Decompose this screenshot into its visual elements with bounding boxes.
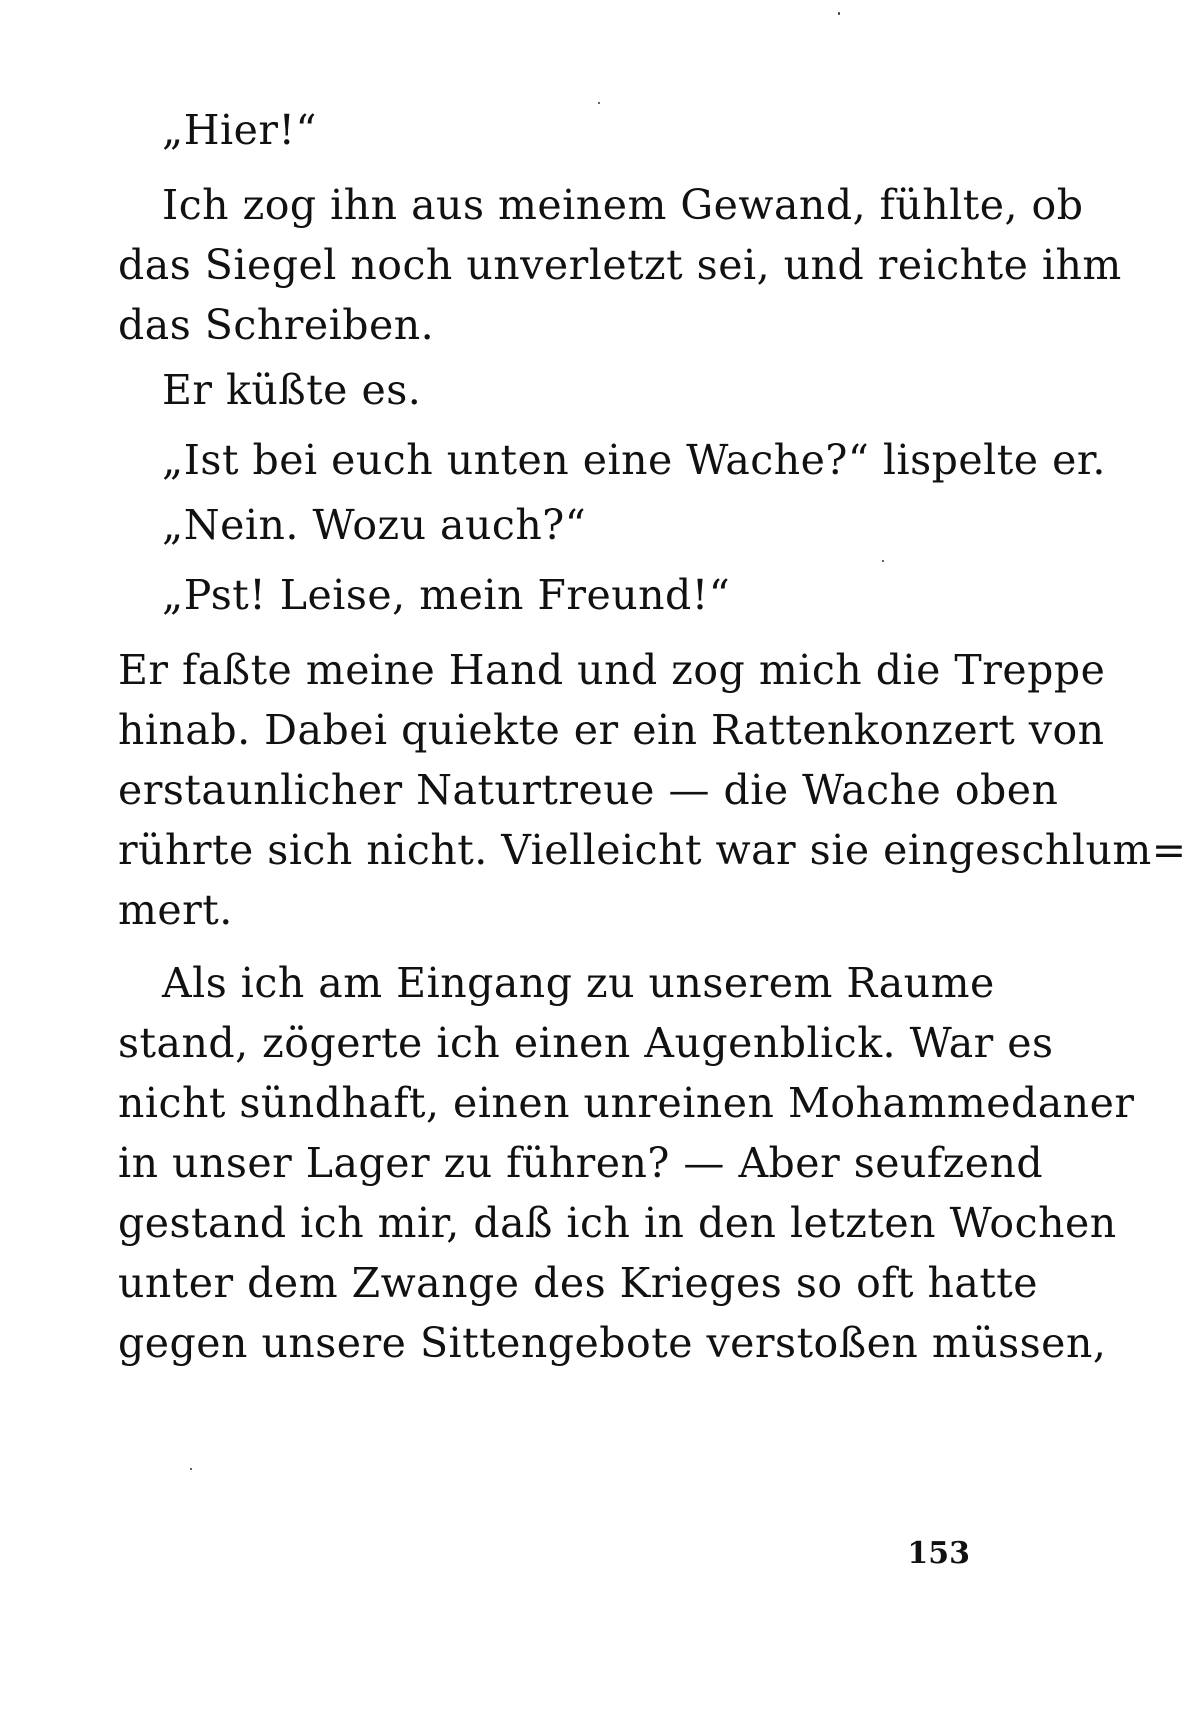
text-line: gestand ich mir, daß ich in den letzten Wochen — [118, 1199, 1117, 1247]
text-line: das Siegel noch unverletzt sei, und reichte ihm — [118, 241, 1122, 289]
print-speck — [190, 1468, 192, 1470]
text-line: hinab. Dabei quiekte er ein Rattenkonzert von — [118, 706, 1105, 754]
text-line: „Hier!“ — [162, 106, 317, 154]
text-line: rührte sich nicht. Vielleicht war sie eingeschlum= — [118, 826, 1187, 874]
text-line: „Pst! Leise, mein Freund!“ — [162, 571, 731, 619]
text-line: mert. — [118, 886, 233, 934]
text-line: erstaunlicher Naturtreue — die Wache oben — [118, 766, 1059, 814]
text-line: gegen unsere Sittengebote verstoßen müssen, — [118, 1319, 1107, 1367]
text-line: „Nein. Wozu auch?“ — [162, 501, 587, 549]
text-line: nicht sündhaft, einen unreinen Mohammedaner — [118, 1079, 1135, 1127]
print-speck — [598, 102, 600, 104]
text-line: Ich zog ihn aus meinem Gewand, fühlte, ob — [162, 181, 1084, 229]
page-number: 153 — [907, 1536, 970, 1571]
text-line: Er küßte es. — [162, 366, 422, 414]
text-line: in unser Lager zu führen? — Aber seufzend — [118, 1139, 1044, 1187]
text-line: Er faßte meine Hand und zog mich die Treppe — [118, 646, 1106, 694]
text-line: unter dem Zwange des Krieges so oft hatte — [118, 1259, 1039, 1307]
print-speck — [882, 560, 884, 562]
text-line: „Ist bei euch unten eine Wache?“ lispelte er. — [162, 436, 1106, 484]
print-speck — [838, 12, 840, 15]
text-line: das Schreiben. — [118, 301, 435, 349]
text-line: stand, zögerte ich einen Augenblick. War es — [118, 1019, 1054, 1067]
text-line: Als ich am Eingang zu unserem Raume — [162, 959, 995, 1007]
